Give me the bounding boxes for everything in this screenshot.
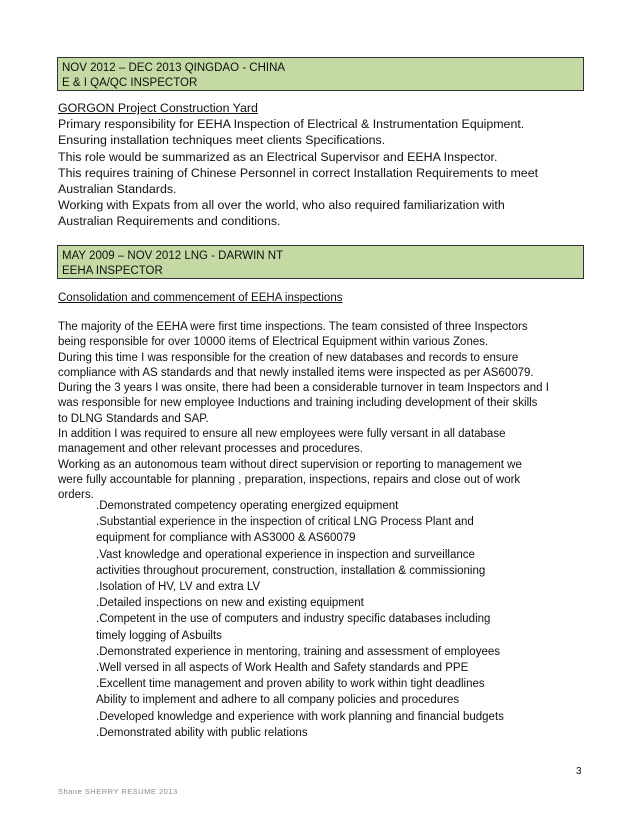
job2-line: During the 3 years I was onsite, there had been a considerable turnover in team Inspectors and I — [58, 382, 549, 395]
job2-line: orders. — [58, 489, 94, 502]
job2-line: compliance with AS standards and that newly installed items were inspected as per AS60079. — [58, 366, 534, 379]
achievement-item: equipment for compliance with AS3000 & AS60079 — [96, 532, 356, 545]
page-number: 3 — [576, 766, 582, 777]
achievement-item: .Competent in the use of computers and industry specific databases including — [96, 613, 491, 626]
job2-line: to DLNG Standards and SAP. — [58, 412, 209, 425]
job2-line: being responsible for over 10000 items of Electrical Equipment within various Zones. — [58, 336, 489, 349]
achievement-item: activities throughout procurement, construction, installation & commissioning — [96, 564, 486, 577]
achievement-item: .Well versed in all aspects of Work Health and Safety standards and PPE — [96, 662, 469, 675]
job1-project-title: GORGON Project Construction Yard — [58, 101, 258, 115]
achievement-item: .Detailed inspections on new and existing equipment — [96, 597, 364, 610]
achievement-item: .Demonstrated ability with public relations — [96, 726, 308, 739]
job2-subtitle-block — [58, 290, 598, 306]
job2-role: EEHA INSPECTOR — [62, 265, 163, 277]
job2-line: The majority of the EEHA were first time inspections. The team consisted of three Inspectors — [58, 321, 528, 333]
job1-header — [57, 57, 584, 91]
achievement-item: .Demonstrated competency operating energized equipment — [96, 500, 399, 512]
job1-line: Ensuring installation techniques meet clients Specifications. — [58, 133, 386, 148]
job1-line: Working with Expats from all over the world, who also required familiarization with — [58, 198, 505, 213]
job2-line: Working as an autonomous team without direct supervision or reporting to management we — [58, 458, 522, 471]
job1-line: Primary responsibility for EEHA Inspection of Electrical & Instrumentation Equipment. — [58, 117, 525, 132]
achievement-item: .Excellent time management and proven ability to work within tight deadlines — [96, 678, 485, 691]
footer-text: Shane SHERRY RESUME 2013 — [58, 787, 178, 796]
job2-line: In addition I was required to ensure all new employees were fully versant in all database — [58, 428, 506, 441]
job1-line: Australian Standards. — [58, 182, 177, 197]
achievement-item: .Developed knowledge and experience with work planning and financial budgets — [96, 710, 504, 723]
job1-line: This requires training of Chinese Personnel in correct Installation Requirements to meet — [58, 165, 539, 180]
job2-dates-location: MAY 2009 – NOV 2012 LNG - DARWIN NT — [62, 250, 284, 262]
job1-line: Australian Requirements and conditions. — [58, 214, 281, 229]
job1-dates-location: NOV 2012 – DEC 2013 QINGDAO - CHINA — [62, 62, 286, 74]
job2-line: was responsible for new employee Inductions and training including development of their skills — [58, 397, 538, 410]
job1-description — [58, 100, 598, 230]
achievement-item: .Isolation of HV, LV and extra LV — [96, 581, 261, 594]
job1-line: This role would be summarized as an Electrical Supervisor and EEHA Inspector. — [58, 149, 498, 164]
job2-subtitle: Consolidation and commencement of EEHA inspections — [58, 292, 343, 304]
achievement-item: Ability to implement and adhere to all company policies and procedures — [96, 694, 460, 707]
job2-line: were fully accountable for planning , preparation, inspections, repairs and close out of work — [58, 473, 521, 486]
achievement-item: .Demonstrated experience in mentoring, training and assessment of employees — [96, 645, 500, 658]
job2-line: management and other relevant processes and procedures. — [58, 443, 363, 456]
job2-line: During this time I was responsible for the creation of new databases and records to ensure — [58, 351, 519, 364]
job2-header — [57, 245, 584, 279]
achievement-item: timely logging of Asbuilts — [96, 629, 222, 642]
achievement-item: .Vast knowledge and operational experience in inspection and surveillance — [96, 548, 475, 561]
job2-achievements-list — [96, 498, 586, 741]
job1-role: E & I QA/QC INSPECTOR — [62, 77, 198, 89]
achievement-item: .Substantial experience in the inspection of critical LNG Process Plant and — [96, 516, 474, 529]
job2-description — [58, 320, 618, 504]
